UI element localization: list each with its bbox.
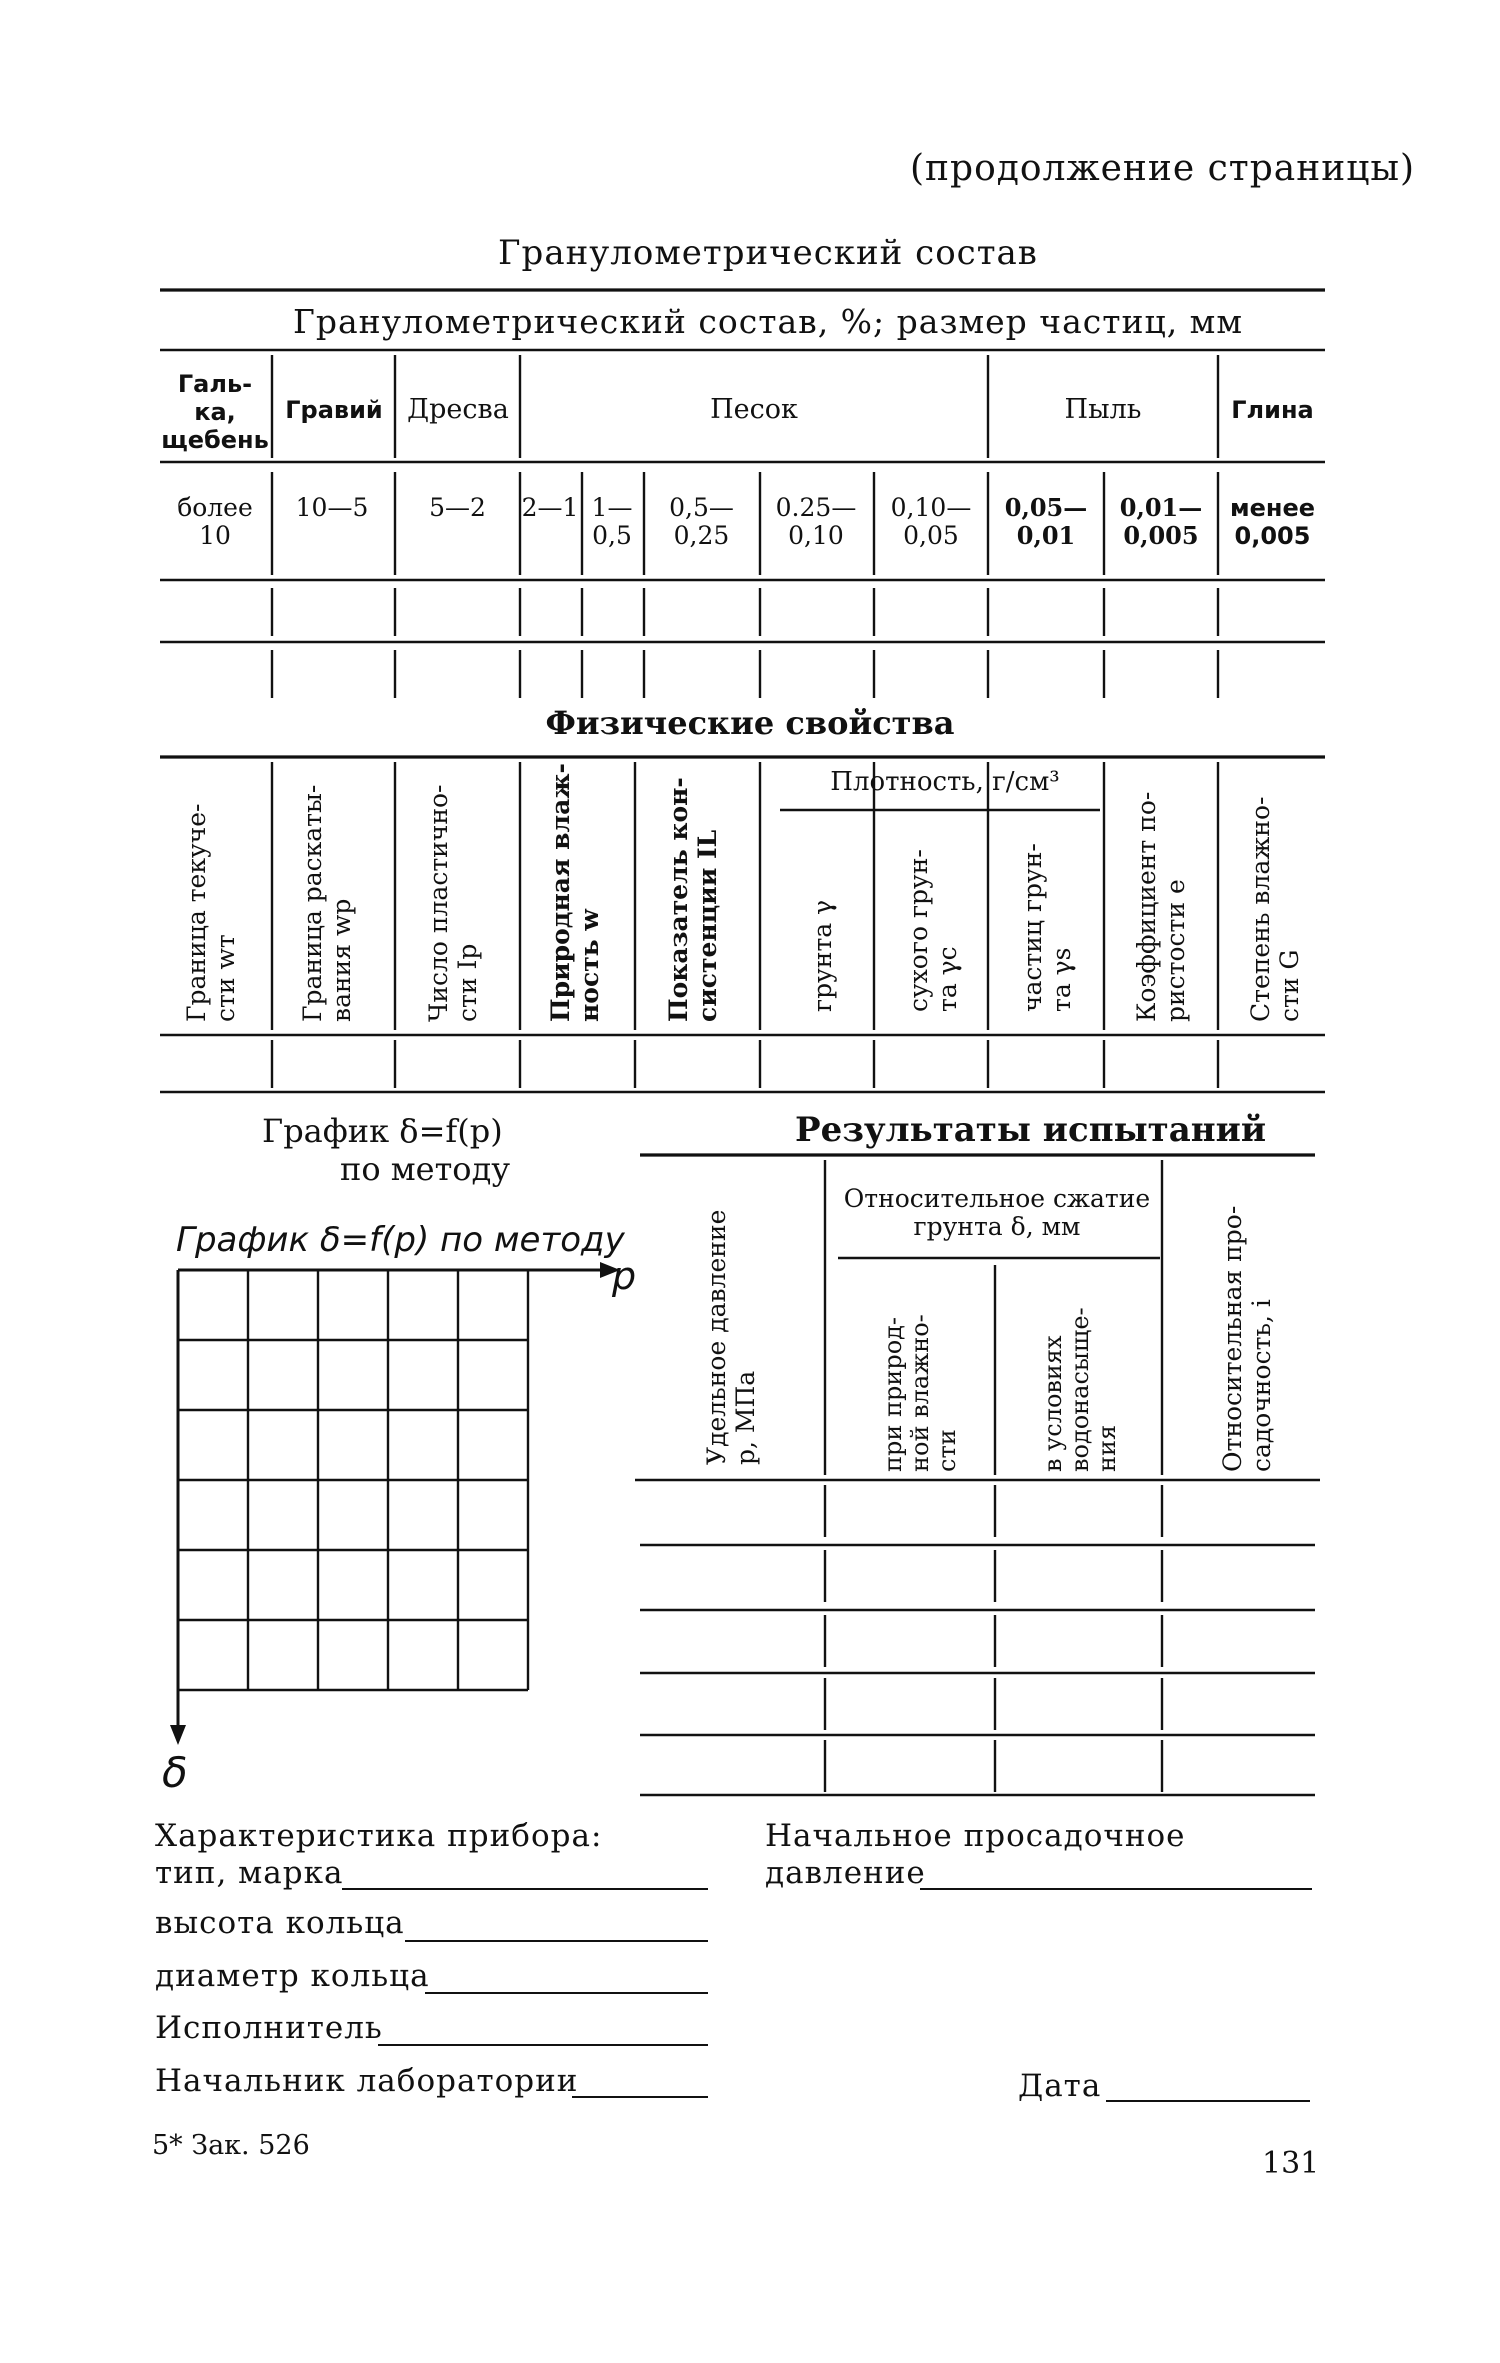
type-label: тип, марка [155,1855,344,1891]
size-cell: 0,05— 0,01 [1004,493,1088,550]
initial-pressure-line[interactable] [920,1888,1312,1890]
col-consistency: Показатель кон- систенции IL [664,777,722,1022]
executor-label: Исполнитель [155,2010,383,2046]
executor-line[interactable] [378,2044,708,2046]
col-pressure: Удельное давление p, МПа [702,1209,760,1465]
col-density-particles: частиц грун- та γs [1018,843,1076,1012]
graph-axis-p: p [612,1254,637,1298]
size-cell: 0.25— 0,10 [775,493,857,550]
size-cell: более 10 [177,493,253,550]
date-line[interactable] [1106,2100,1310,2102]
col-porosity: Коэффициент по- ристости e [1132,791,1190,1022]
col-liquid-limit: Граница текуче- сти wт [182,803,240,1022]
size-cell: 1— 0,5 [591,493,633,550]
graph-caption: График δ=f(p) [262,1112,503,1150]
granulometry-title: Гранулометрический состав [498,233,1038,273]
col-subsidence: Относительная про- садочность, i [1218,1205,1276,1472]
size-cell: 0,5— 0,25 [669,493,734,550]
col-saturation: Степень влажно- сти G [1246,796,1304,1022]
size-cell: 0,01— 0,005 [1119,493,1203,550]
graph-handwritten-caption: График δ=f(p) по методу [176,1220,625,1260]
size-cell: 0,10— 0,05 [890,493,972,550]
size-cell: менее 0,005 [1229,494,1316,550]
granulometry-subtitle: Гранулометрический состав, %; размер частиц, мм [292,302,1244,341]
graph-axis-delta: δ [162,1748,188,1797]
col-saturated: в условиях водонасыще- ния [1039,1307,1121,1472]
group-dresva: Дресва [407,394,509,425]
group-pebble: Галь- ка, щебень [161,370,269,454]
size-cell: 10—5 [295,493,369,522]
group-gravel: Гравий [285,396,383,424]
initial-pressure-label-2: давление [765,1855,926,1891]
date-label: Дата [1018,2068,1102,2104]
initial-pressure-label: Начальное просадочное [765,1818,1186,1854]
order-number: 5* Зак. 526 [152,2130,310,2161]
col-density-dry: сухого грун- та γс [904,849,962,1012]
ring-diameter-line[interactable] [425,1992,708,1994]
page-number: 131 [1262,2146,1320,2181]
group-sand: Песок [710,394,798,425]
type-line[interactable] [342,1888,708,1890]
col-compression: Относительное сжатие грунта δ, мм [843,1184,1151,1241]
col-natural-moisture-test: при природ- ной влажно- сти [879,1314,961,1472]
group-clay: Глина [1231,396,1314,424]
density-header: Плотность, г/см³ [830,767,1060,797]
col-plastic-limit: Граница раскаты- вания wр [298,784,356,1022]
col-plasticity-index: Число пластично- сти Iр [424,784,482,1022]
ring-height-line[interactable] [405,1940,708,1942]
ring-diameter-label: диаметр кольца [155,1958,430,1994]
device-label: Характеристика прибора: [155,1818,603,1854]
col-natural-moisture: Природная влаж- ность w [546,763,604,1022]
lab-head-line[interactable] [572,2096,708,2098]
ring-height-label: высота кольца [155,1905,405,1941]
physical-title: Физические свойства [545,704,955,742]
results-title: Результаты испытаний [795,1110,1267,1150]
continuation-note: (продолжение страницы) [910,148,1416,189]
group-silt: Пыль [1064,394,1142,425]
graph-caption-method: по методу [340,1150,511,1188]
size-cell: 2—1 [521,493,579,522]
col-density-soil: грунта γ [808,899,837,1012]
lab-head-label: Начальник лаборатории [155,2063,579,2099]
size-cell: 5—2 [429,493,486,522]
